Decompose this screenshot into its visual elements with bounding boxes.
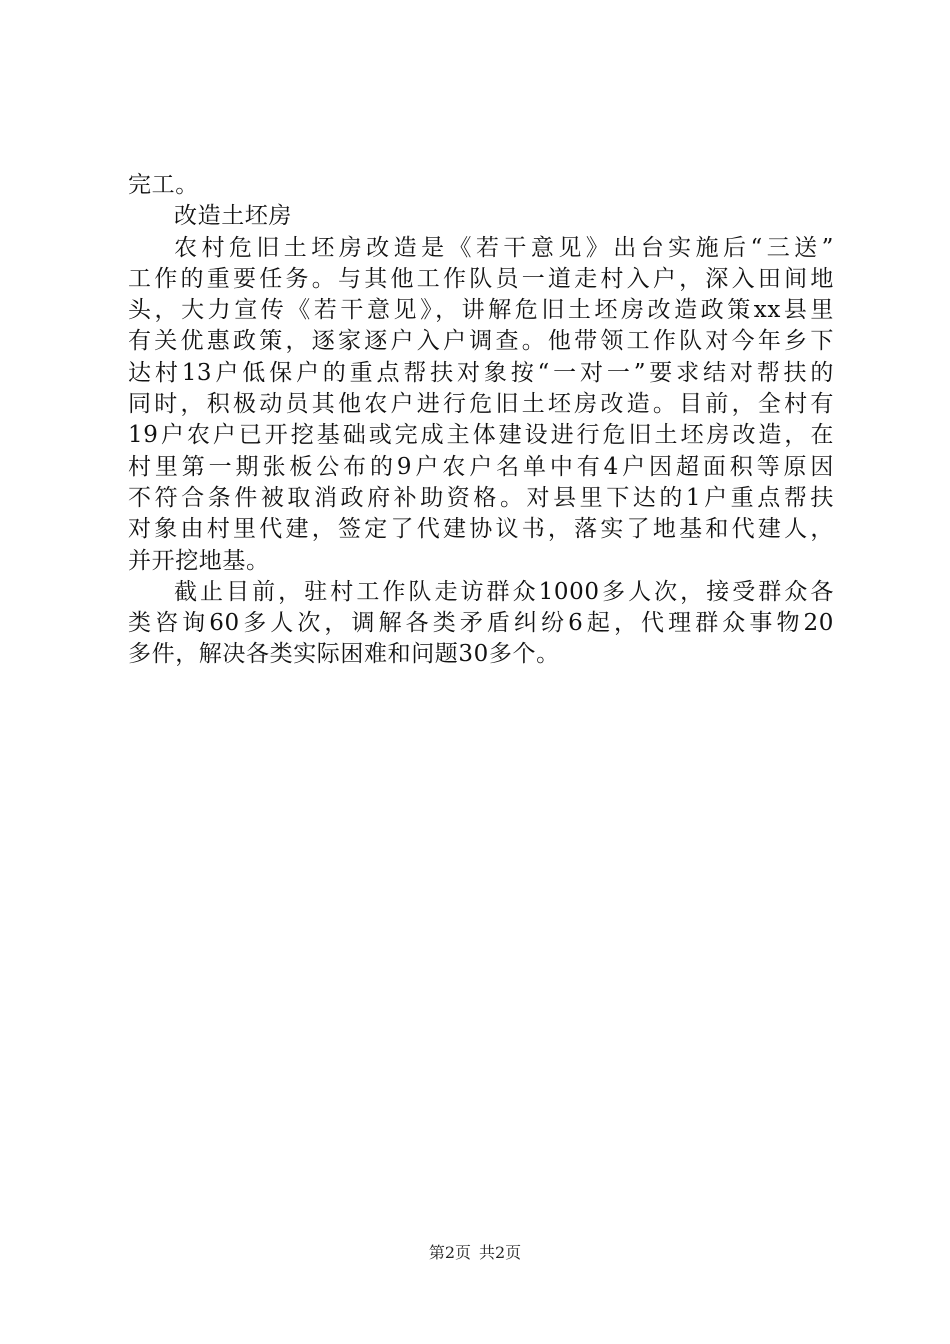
body-line-8: 同时，积极动员其他农户进行危旧土坯房改造。目前，全村有 — [128, 391, 834, 418]
body-line-5: 头，大力宣传《若干意见》，讲解危旧土坯房改造政策xx县里 — [128, 297, 834, 324]
document-body — [128, 170, 834, 671]
body-line-16: 多件，解决各类实际困难和问题30多个。 — [128, 641, 560, 668]
page-total: 共2页 — [479, 1243, 522, 1262]
body-line-14: 截止目前，驻村工作队走访群众1000多人次，接受群众各 — [174, 578, 834, 605]
body-line-3: 农村危旧土坯房改造是《若干意见》出台实施后“三送” — [174, 234, 834, 261]
body-line-13: 并开挖地基。 — [128, 547, 270, 574]
body-line-15: 类咨询60多人次，调解各类矛盾纠纷6起，代理群众事物20 — [128, 610, 834, 637]
body-line-12: 对象由村里代建，签定了代建协议书，落实了地基和代建人， — [128, 516, 834, 543]
body-line-6: 有关优惠政策，逐家逐户入户调查。他带领工作队对今年乡下 — [128, 328, 834, 355]
body-line-7: 达村13户低保户的重点帮扶对象按“一对一”要求结对帮扶的 — [128, 359, 834, 386]
body-line-1: 完工。 — [128, 172, 199, 198]
body-line-11: 不符合条件被取消政府补助资格。对县里下达的1户重点帮扶 — [128, 484, 834, 511]
body-line-9: 19户农户已开挖基础或完成主体建设进行危旧土坯房改造，在 — [128, 422, 834, 449]
page-number: 第2页 — [428, 1243, 471, 1262]
body-line-10: 村里第一期张板公布的9户农户名单中有4户因超面积等原因 — [128, 453, 834, 480]
page-footer — [0, 1240, 950, 1263]
section-heading: 改造土坯房 — [174, 203, 292, 230]
body-line-4: 工作的重要任务。与其他工作队员一道走村入户，深入田间地 — [128, 265, 834, 292]
